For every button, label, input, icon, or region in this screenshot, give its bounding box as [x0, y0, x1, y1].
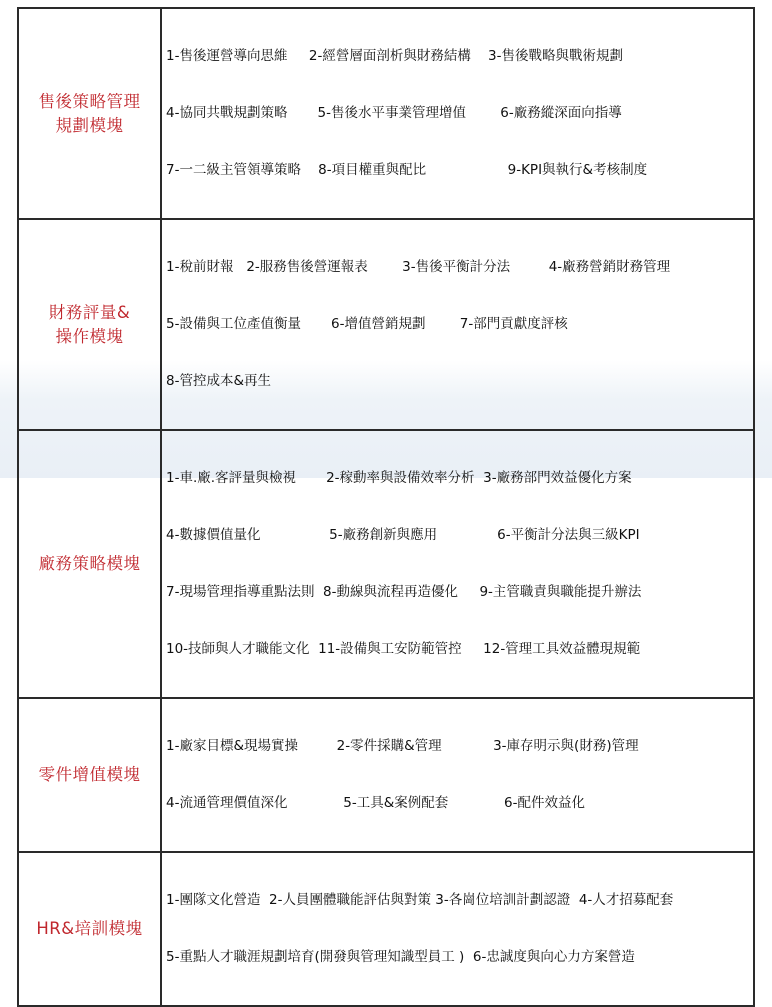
module-content-parts-value: [161, 698, 754, 852]
module-row-hr-training: [18, 852, 754, 1006]
module-row-finance: [18, 219, 754, 430]
module-item-line: 10-技師與人才職能文化 11-設備與工安防範管控 12-管理工具效益體現規範: [166, 641, 641, 657]
module-item-line: 4-協同共戰規劃策略 5-售後水平事業管理增值 6-廠務縱深面向指導: [166, 105, 622, 121]
module-content-finance: [161, 219, 754, 430]
module-title-line: 財務評量&: [48, 302, 131, 322]
module-title-line: 廠務策略模塊: [38, 554, 141, 573]
module-item-line: 7-一二級主管領導策略 8-項目權重與配比 9-KPI與執行&考核制度: [166, 162, 648, 178]
module-item-line: 1-稅前財報 2-服務售後營運報表 3-售後平衡計分法 4-廠務營銷財務管理: [166, 259, 671, 275]
module-item-line: 1-售後運營導向思維 2-經營層面剖析與財務結構 3-售後戰略與戰術規劃: [166, 48, 624, 64]
module-title-parts-value: [18, 698, 161, 852]
module-title-line: 操作模塊: [55, 326, 124, 346]
module-title-factory-strategy: [18, 430, 161, 698]
module-item-line: 1-廠家目標&現場實操 2-零件採購&管理 3-庫存明示與(財務)管理: [166, 738, 639, 754]
module-item-line: 1-團隊文化營造 2-人員團體職能評估與對策 3-各崗位培訓計劃認證 4-人才招募配套: [166, 892, 674, 908]
module-row-factory-strategy: [18, 430, 754, 698]
module-title-line: HR&培訓模塊: [36, 919, 143, 938]
module-item-line: 5-重點人才職涯規劃培育(開發與管理知識型員工 ) 6-忠誠度與向心力方案營造: [166, 949, 635, 965]
module-content-hr-training: [161, 852, 754, 1006]
module-item-line: 4-流通管理價值深化 5-工具&案例配套 6-配件效益化: [166, 795, 585, 811]
module-row-parts-value: [18, 698, 754, 852]
module-title-line: 售後策略管理: [38, 91, 141, 111]
module-title-finance: [18, 219, 161, 430]
module-title-after-sales-strategy: [18, 8, 161, 219]
module-item-line: 5-設備與工位產值衡量 6-增值營銷規劃 7-部門貢獻度評核: [166, 316, 568, 332]
module-title-line: 規劃模塊: [55, 115, 124, 135]
module-item-line: 8-管控成本&再生: [166, 373, 271, 389]
module-item-line: 4-數據價值量化 5-廠務創新與應用 6-平衡計分法與三級KPI: [166, 527, 640, 543]
module-row-after-sales-strategy: [18, 8, 754, 219]
module-table: [17, 7, 755, 1007]
module-title-line: 零件增值模塊: [38, 765, 141, 784]
module-content-after-sales-strategy: [161, 8, 754, 219]
module-item-line: 1-車.廠.客評量與檢視 2-稼動率與設備效率分析 3-廠務部門效益優化方案: [166, 470, 632, 486]
module-content-factory-strategy: [161, 430, 754, 698]
module-item-line: 7-現場管理指導重點法則 8-動線與流程再造優化 9-主管職責與職能提升辦法: [166, 584, 642, 600]
module-title-hr-training: [18, 852, 161, 1006]
